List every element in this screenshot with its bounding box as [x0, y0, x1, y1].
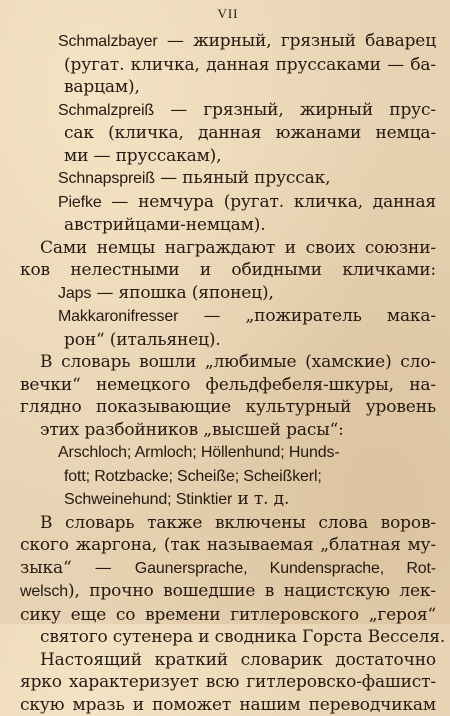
text-line [20, 694, 436, 716]
text-line [20, 374, 436, 397]
line-text: святого сутенера и сводника Горста Весселя. [40, 627, 445, 647]
text-line [20, 54, 436, 77]
german-term: welsch [20, 583, 68, 600]
page-number: VII [20, 6, 436, 22]
german-term: Japs [58, 285, 91, 302]
line-text: австрийцами-немцам). [64, 215, 265, 235]
line-text: (ругат. кличка, данная пруссаками — ба- [64, 55, 436, 75]
german-term: Gaunersprache, Kundensprache, Rot- [135, 560, 436, 577]
line-text: сику еще со времени гитлеровского „героя“ [20, 605, 436, 625]
page-text [20, 30, 436, 716]
line-text: ми — пруссакам), [64, 146, 221, 166]
text-line [20, 465, 436, 489]
text-line [20, 30, 436, 54]
german-term: Schnapspreiß [58, 170, 155, 187]
line-text: — грязный, жирный прус- [154, 100, 436, 120]
text-line [20, 99, 436, 123]
text-line [20, 214, 436, 237]
text-line [20, 76, 436, 99]
line-text: Сами немцы награждают и своих союзни- [40, 238, 436, 258]
text-line [20, 671, 436, 694]
line-text: — жирный, грязный баварец [158, 31, 436, 51]
text-line [20, 237, 436, 260]
text-line [20, 604, 436, 627]
text-line [20, 512, 436, 535]
text-line [20, 305, 436, 329]
text-line [20, 419, 436, 442]
line-text: и т. д. [232, 489, 289, 509]
text-line [20, 580, 436, 604]
line-text: Настоящий краткий словарик достаточно [40, 650, 436, 670]
german-term: Schmalzbayer [58, 33, 158, 50]
line-text: скую мразь и поможет нашим переводчикам [20, 695, 436, 715]
text-line [20, 557, 436, 581]
german-term: fott; Rotzbacke; Scheiße; Scheißkerl; [64, 468, 322, 485]
text-line [20, 534, 436, 557]
text-line [20, 351, 436, 374]
text-line [20, 329, 436, 352]
text-line [20, 649, 436, 672]
line-text: — япошка (японец), [91, 283, 274, 303]
german-term: Piefke [58, 194, 102, 211]
line-text: В словарь вошли „любимые (хамские) сло- [40, 352, 436, 372]
text-line [20, 167, 436, 191]
text-line [20, 441, 436, 465]
text-line [20, 191, 436, 215]
text-line [20, 626, 436, 649]
text-line [20, 122, 436, 145]
text-line [20, 488, 436, 512]
line-text: ков нелестными и обидными кличками: [20, 260, 436, 280]
german-term: Makkaronifresser [58, 308, 178, 325]
line-text: ского жаргона, (так называемая „блатная му- [20, 535, 436, 555]
line-text: этих разбойников „высшей расы“: [40, 420, 344, 440]
line-text: — „пожиратель мака- [178, 306, 436, 326]
line-text: В словарь также включены слова воров- [40, 513, 436, 533]
line-text: рон“ (итальянец). [64, 330, 221, 350]
german-term: Schweinehund; Stinktier [64, 491, 232, 508]
line-text: варцам), [64, 77, 140, 97]
line-text: — пьяный пруссак, [155, 168, 330, 188]
line-text: ), прочно вошедшие в нацистскую лек- [68, 581, 436, 601]
text-line [20, 145, 436, 168]
line-text: глядно показывающие культурный уровень [20, 397, 436, 417]
line-text: — немчура (ругат. кличка, данная [102, 192, 436, 212]
line-text: ярко характеризует всю гитлеровско-фашист- [20, 672, 436, 692]
text-line [20, 396, 436, 419]
text-line [20, 259, 436, 282]
german-term: Schmalzpreiß [58, 102, 154, 119]
line-text: зыка“ — [20, 558, 135, 578]
german-term: Arschloch; Armloch; Höllenhund; Hunds- [58, 444, 340, 461]
line-text: вечки“ немецкого фельдфебеля-шкуры, на- [20, 375, 436, 395]
text-line [20, 282, 436, 306]
line-text: сак (кличка, данная южанами немца- [64, 123, 436, 143]
